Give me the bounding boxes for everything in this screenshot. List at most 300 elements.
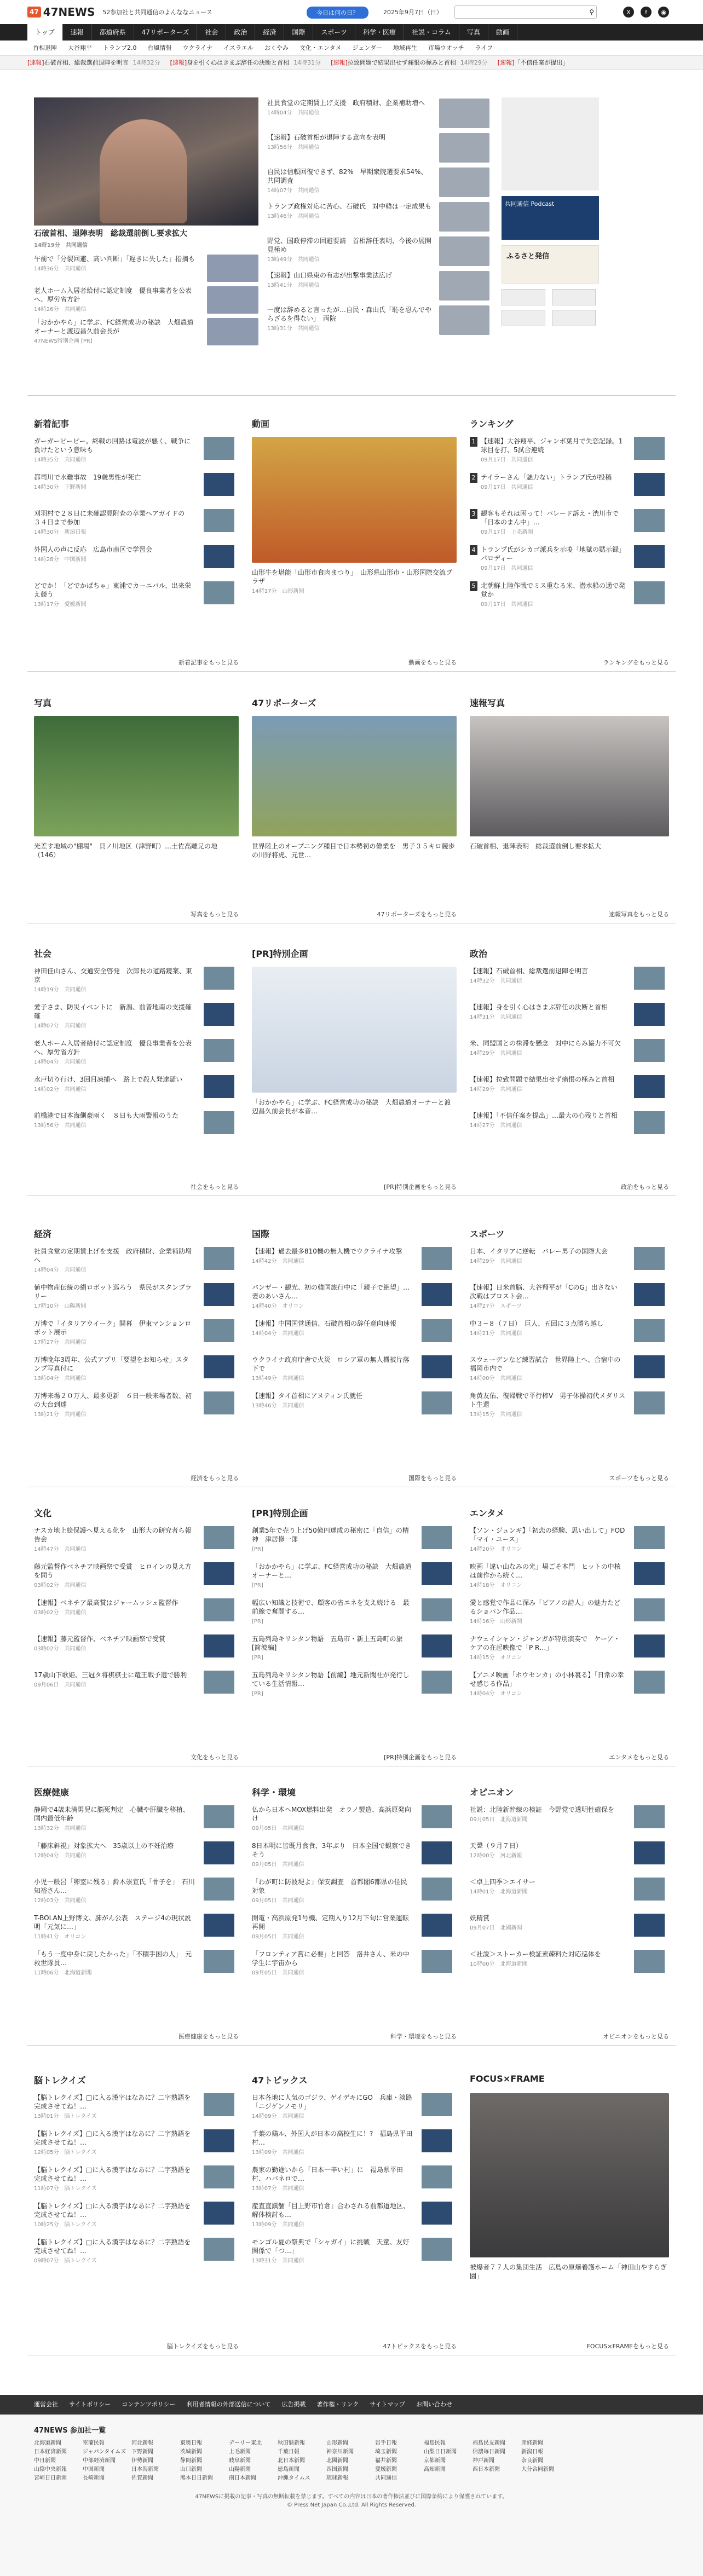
item-thumbnail[interactable] xyxy=(207,318,258,345)
subnav-item[interactable]: イスラエル xyxy=(223,44,254,51)
section-item[interactable] xyxy=(252,1247,413,1266)
partner-link[interactable]: 中日新聞 xyxy=(34,2458,56,2464)
item-thumbnail[interactable] xyxy=(634,967,665,990)
item-thumbnail[interactable] xyxy=(439,305,489,335)
footer-link[interactable]: サイトマップ xyxy=(370,2401,406,2408)
item-thumbnail[interactable] xyxy=(439,202,489,232)
section-item[interactable] xyxy=(34,1075,195,1094)
partner-link[interactable]: 佐賀新聞 xyxy=(131,2475,153,2481)
section-item[interactable] xyxy=(34,1671,195,1690)
section-item[interactable] xyxy=(481,581,625,609)
item-thumbnail[interactable] xyxy=(422,2238,452,2261)
section-item[interactable] xyxy=(252,2165,413,2193)
section-more-link[interactable]: 科学・環境をもっと見る xyxy=(390,2033,457,2040)
podcast-banner[interactable]: 共同通信 Podcast xyxy=(502,196,599,240)
nav-item[interactable]: 国際 xyxy=(284,24,313,41)
item-thumbnail[interactable] xyxy=(422,1355,452,1378)
nav-item[interactable]: 経済 xyxy=(255,24,284,41)
item-thumbnail[interactable] xyxy=(204,1003,234,1026)
section-title-nou[interactable]: 脳トレクイズ xyxy=(34,2075,86,2086)
section-item[interactable] xyxy=(470,1283,625,1311)
subnav-item[interactable]: ライフ xyxy=(475,44,493,51)
section-item[interactable] xyxy=(470,1671,625,1699)
partner-link[interactable]: 河北新報 xyxy=(131,2440,153,2446)
item-thumbnail[interactable] xyxy=(204,1634,234,1657)
section-item[interactable] xyxy=(252,1671,413,1699)
section-item[interactable] xyxy=(481,473,625,492)
section-title-opinion[interactable]: オピニオン xyxy=(470,1787,514,1798)
item-thumbnail[interactable] xyxy=(634,1671,665,1694)
section-feature-image[interactable] xyxy=(252,967,457,1093)
item-thumbnail[interactable] xyxy=(422,1671,452,1694)
section-item[interactable] xyxy=(252,2238,413,2266)
item-thumbnail[interactable] xyxy=(634,1526,665,1549)
nav-item[interactable]: トップ xyxy=(27,24,63,41)
section-title-focus[interactable]: FOCUS×FRAME xyxy=(470,2073,545,2084)
section-title-kokusai[interactable]: 国際 xyxy=(252,1229,270,1239)
item-thumbnail[interactable] xyxy=(204,2202,234,2225)
section-item[interactable] xyxy=(34,2129,195,2157)
section-feature-image[interactable] xyxy=(252,716,457,836)
section-item[interactable] xyxy=(470,1841,625,1861)
item-thumbnail[interactable] xyxy=(204,1841,234,1864)
item-thumbnail[interactable] xyxy=(204,1950,234,1973)
partner-link[interactable]: 共同通信 xyxy=(375,2475,397,2481)
item-thumbnail[interactable] xyxy=(634,1562,665,1585)
footer-link[interactable]: 運営会社 xyxy=(34,2401,58,2408)
section-item[interactable] xyxy=(34,1111,195,1130)
ticker-item[interactable] xyxy=(27,56,160,70)
section-title-kagaku[interactable]: 科学・環境 xyxy=(252,1787,296,1798)
section-more-link[interactable]: 医療健康をもっと見る xyxy=(178,2033,239,2040)
section-more-link[interactable]: 脳トレクイズをもっと見る xyxy=(166,2343,239,2350)
nav-item[interactable]: 47リポーターズ xyxy=(134,24,198,41)
partner-link[interactable]: 福島民報 xyxy=(424,2440,446,2446)
partner-link[interactable]: 山陰中央新報 xyxy=(34,2467,67,2473)
item-thumbnail[interactable] xyxy=(634,1111,665,1134)
section-item[interactable] xyxy=(34,1878,195,1905)
item-thumbnail[interactable] xyxy=(204,1562,234,1585)
section-item[interactable] xyxy=(252,568,457,596)
item-thumbnail[interactable] xyxy=(634,509,665,532)
section-item[interactable] xyxy=(34,1319,195,1347)
item-thumbnail[interactable] xyxy=(439,133,489,163)
section-item[interactable] xyxy=(34,2202,195,2230)
item-thumbnail[interactable] xyxy=(634,1319,665,1342)
item-thumbnail[interactable] xyxy=(204,1319,234,1342)
section-title-seiji[interactable]: 政治 xyxy=(470,949,488,959)
item-thumbnail[interactable] xyxy=(422,1526,452,1549)
section-title-topics[interactable]: 47トピックス xyxy=(252,2075,308,2086)
section-item[interactable] xyxy=(470,842,669,852)
nav-item[interactable]: 社説・コラム xyxy=(404,24,459,41)
item-thumbnail[interactable] xyxy=(204,1914,234,1937)
item-thumbnail[interactable] xyxy=(204,1075,234,1098)
x-icon[interactable]: X xyxy=(623,7,634,18)
section-item[interactable] xyxy=(252,1598,413,1626)
section-title-pr2[interactable]: [PR]特別企画 xyxy=(252,1508,308,1518)
section-item[interactable] xyxy=(470,1355,625,1383)
section-more-link[interactable]: 動画をもっと見る xyxy=(408,659,457,666)
section-item[interactable] xyxy=(34,1355,195,1383)
item-thumbnail[interactable] xyxy=(634,1878,665,1901)
section-item[interactable] xyxy=(34,1039,195,1067)
section-more-link[interactable]: 47リポーターズをもっと見る xyxy=(377,911,457,918)
section-item[interactable] xyxy=(470,1391,625,1419)
item-thumbnail[interactable] xyxy=(422,1878,452,1901)
item-thumbnail[interactable] xyxy=(634,1075,665,1098)
item-thumbnail[interactable] xyxy=(204,1283,234,1306)
item-thumbnail[interactable] xyxy=(439,271,489,301)
partner-link[interactable]: 北國新聞 xyxy=(326,2458,348,2464)
partner-link[interactable]: 下野新聞 xyxy=(131,2449,153,2455)
item-thumbnail[interactable] xyxy=(422,1283,452,1306)
item-thumbnail[interactable] xyxy=(204,1247,234,1270)
item-thumbnail[interactable] xyxy=(422,1562,452,1585)
partner-link[interactable]: 室蘭民報 xyxy=(83,2440,105,2446)
section-item[interactable] xyxy=(470,1247,625,1266)
section-item[interactable] xyxy=(481,545,625,573)
partner-link[interactable]: 中国新聞 xyxy=(83,2467,105,2473)
today-button[interactable]: 今日は何の日？ xyxy=(307,7,368,19)
footer-link[interactable]: 著作権・リンク xyxy=(316,2401,359,2408)
section-title-entame[interactable]: エンタメ xyxy=(470,1508,505,1518)
partner-link[interactable]: 山梨日日新聞 xyxy=(424,2449,457,2455)
item-thumbnail[interactable] xyxy=(634,545,665,568)
section-more-link[interactable]: [PR]特別企画をもっと見る xyxy=(384,1183,457,1191)
item-thumbnail[interactable] xyxy=(634,1598,665,1621)
section-item[interactable] xyxy=(481,509,625,537)
section-item[interactable] xyxy=(470,1075,625,1094)
partner-link[interactable]: 岩手日報 xyxy=(375,2440,397,2446)
partner-banner[interactable] xyxy=(552,310,596,326)
partner-link[interactable]: 北海道新聞 xyxy=(34,2440,61,2446)
section-item[interactable] xyxy=(470,1526,625,1554)
top-news-item[interactable] xyxy=(267,271,431,290)
section-item[interactable] xyxy=(470,1878,625,1897)
top-news-item[interactable] xyxy=(267,305,431,333)
section-more-link[interactable]: 文化をもっと見る xyxy=(191,1754,239,1761)
item-thumbnail[interactable] xyxy=(204,2129,234,2152)
section-item[interactable] xyxy=(252,1526,413,1554)
partner-link[interactable]: 千葉日報 xyxy=(278,2449,299,2455)
section-title-douga[interactable]: 動画 xyxy=(252,419,270,429)
section-item[interactable] xyxy=(470,1634,625,1662)
section-item[interactable] xyxy=(470,1914,625,1933)
section-item[interactable] xyxy=(34,1634,195,1654)
section-item[interactable] xyxy=(34,842,239,861)
item-thumbnail[interactable] xyxy=(204,1111,234,1134)
item-thumbnail[interactable] xyxy=(634,1841,665,1864)
item-thumbnail[interactable] xyxy=(422,1247,452,1270)
section-feature-image[interactable] xyxy=(470,716,669,836)
section-item[interactable] xyxy=(470,1598,625,1626)
section-item[interactable] xyxy=(252,2202,413,2230)
search-input[interactable] xyxy=(454,5,597,19)
partner-link[interactable]: 福井新聞 xyxy=(375,2458,397,2464)
section-item[interactable] xyxy=(34,2165,195,2193)
ticker-item[interactable] xyxy=(498,56,573,70)
partner-link[interactable]: 伊勢新聞 xyxy=(131,2458,153,2464)
item-thumbnail[interactable] xyxy=(634,1914,665,1937)
footer-link[interactable]: コンテンツポリシー xyxy=(122,2401,176,2408)
hero-image[interactable] xyxy=(34,97,258,226)
partner-link[interactable]: 秋田魁新報 xyxy=(278,2440,305,2446)
globe-icon[interactable]: ◉ xyxy=(658,7,669,18)
section-more-link[interactable]: 写真をもっと見る xyxy=(191,911,239,918)
item-thumbnail[interactable] xyxy=(634,473,665,496)
section-title-sports[interactable]: スポーツ xyxy=(470,1229,505,1239)
partner-link[interactable]: 四国新聞 xyxy=(326,2467,348,2473)
section-feature-image[interactable] xyxy=(252,437,457,563)
section-item[interactable] xyxy=(252,2093,413,2121)
section-item[interactable] xyxy=(34,1247,195,1275)
facebook-icon[interactable]: f xyxy=(641,7,652,18)
partner-link[interactable]: 熊本日日新聞 xyxy=(180,2475,213,2481)
section-item[interactable] xyxy=(481,437,625,465)
section-item[interactable] xyxy=(34,1841,195,1861)
section-item[interactable] xyxy=(34,2093,195,2121)
nav-item[interactable]: 都道府県 xyxy=(92,24,134,41)
nav-item[interactable]: 科学・医療 xyxy=(355,24,404,41)
top-news-item[interactable] xyxy=(267,99,431,118)
partner-link[interactable]: 宮崎日日新聞 xyxy=(34,2475,67,2481)
item-thumbnail[interactable] xyxy=(422,1634,452,1657)
ticker-item[interactable] xyxy=(170,56,321,70)
section-item[interactable] xyxy=(34,2238,195,2266)
item-thumbnail[interactable] xyxy=(204,967,234,990)
partner-link[interactable]: 神戸新聞 xyxy=(472,2458,494,2464)
section-more-link[interactable]: エンタメをもっと見る xyxy=(609,1754,669,1761)
section-item[interactable] xyxy=(252,1319,413,1338)
section-item[interactable] xyxy=(34,1391,195,1419)
partner-link[interactable]: 琉球新報 xyxy=(326,2475,348,2481)
section-more-link[interactable]: [PR]特別企画をもっと見る xyxy=(384,1754,457,1761)
top-news-item[interactable] xyxy=(267,133,431,152)
footer-link[interactable]: サイトポリシー xyxy=(69,2401,111,2408)
partner-link[interactable]: 西日本新聞 xyxy=(472,2467,500,2473)
section-item[interactable] xyxy=(34,1914,195,1942)
item-thumbnail[interactable] xyxy=(204,1355,234,1378)
subnav-item[interactable]: トランプ2.0 xyxy=(103,44,137,51)
section-more-link[interactable]: ランキングをもっと見る xyxy=(603,659,669,666)
section-item[interactable] xyxy=(252,1634,413,1662)
subnav-item[interactable]: 首相退陣 xyxy=(33,44,57,51)
section-more-link[interactable]: 国際をもっと見る xyxy=(408,1475,457,1482)
item-thumbnail[interactable] xyxy=(422,1598,452,1621)
partner-link[interactable]: ジャパンタイムズ xyxy=(83,2449,126,2455)
section-more-link[interactable]: 社会をもっと見る xyxy=(191,1183,239,1191)
partner-banner[interactable] xyxy=(502,310,545,326)
section-item[interactable] xyxy=(252,1098,457,1117)
section-title-shinchaku[interactable]: 新着記事 xyxy=(34,419,70,429)
nav-item[interactable]: スポーツ xyxy=(313,24,355,41)
nav-item[interactable]: 政治 xyxy=(226,24,255,41)
item-thumbnail[interactable] xyxy=(422,2129,452,2152)
section-item[interactable] xyxy=(470,1003,625,1022)
item-thumbnail[interactable] xyxy=(204,1526,234,1549)
section-item[interactable] xyxy=(34,1283,195,1311)
section-feature-image[interactable] xyxy=(470,2093,669,2257)
item-thumbnail[interactable] xyxy=(422,1841,452,1864)
partner-banner[interactable] xyxy=(552,289,596,305)
item-thumbnail[interactable] xyxy=(422,2202,452,2225)
section-item[interactable] xyxy=(34,437,195,465)
section-item[interactable] xyxy=(252,1950,413,1978)
top-news-item[interactable] xyxy=(34,286,198,314)
nav-item[interactable]: 速報 xyxy=(63,24,92,41)
item-thumbnail[interactable] xyxy=(634,1283,665,1306)
item-thumbnail[interactable] xyxy=(422,1914,452,1937)
section-item[interactable] xyxy=(252,1914,413,1942)
section-more-link[interactable]: スポーツをもっと見る xyxy=(609,1475,669,1482)
partner-banner[interactable] xyxy=(502,289,545,305)
item-thumbnail[interactable] xyxy=(634,1391,665,1414)
item-thumbnail[interactable] xyxy=(634,1950,665,1973)
partner-link[interactable]: 日本海新聞 xyxy=(131,2467,159,2473)
partner-link[interactable]: 南日本新聞 xyxy=(229,2475,256,2481)
partner-link[interactable]: 山陽新聞 xyxy=(229,2467,251,2473)
section-item[interactable] xyxy=(470,1039,625,1058)
subnav-item[interactable]: 地域再生 xyxy=(393,44,417,51)
partner-link[interactable]: 埼玉新聞 xyxy=(375,2449,397,2455)
section-title-bunka[interactable]: 文化 xyxy=(34,1508,52,1518)
partner-link[interactable]: 愛媛新聞 xyxy=(375,2467,397,2473)
partner-link[interactable]: 日本経済新聞 xyxy=(34,2449,67,2455)
top-news-item[interactable] xyxy=(34,318,198,346)
subnav-item[interactable]: 市場ウオッチ xyxy=(428,44,464,51)
section-title-ranking[interactable]: ランキング xyxy=(470,419,514,429)
sidebar-ad-top[interactable] xyxy=(502,97,599,190)
partner-link[interactable]: 奈良新聞 xyxy=(521,2458,543,2464)
search-icon[interactable]: ⚲ xyxy=(589,8,594,16)
section-item[interactable] xyxy=(252,1878,413,1905)
section-item[interactable] xyxy=(34,1598,195,1618)
item-thumbnail[interactable] xyxy=(634,1247,665,1270)
partner-link[interactable]: 大分合同新聞 xyxy=(521,2467,554,2473)
partner-link[interactable]: 新潟日報 xyxy=(521,2449,543,2455)
section-item[interactable] xyxy=(470,967,625,986)
section-item[interactable] xyxy=(470,2263,669,2282)
section-feature-image[interactable] xyxy=(34,716,239,836)
item-thumbnail[interactable] xyxy=(634,1355,665,1378)
item-thumbnail[interactable] xyxy=(422,2165,452,2188)
subnav-item[interactable]: ジェンダー xyxy=(352,44,382,51)
ticker-item[interactable] xyxy=(331,56,488,70)
footer-link[interactable]: お問い合わせ xyxy=(416,2401,453,2408)
partner-link[interactable]: 京都新聞 xyxy=(424,2458,446,2464)
section-item[interactable] xyxy=(34,509,195,537)
section-more-link[interactable]: 経済をもっと見る xyxy=(191,1475,239,1482)
partner-link[interactable]: 中部経済新聞 xyxy=(83,2458,116,2464)
partner-link[interactable]: 信濃毎日新聞 xyxy=(472,2449,505,2455)
item-thumbnail[interactable] xyxy=(204,1391,234,1414)
item-thumbnail[interactable] xyxy=(634,437,665,460)
section-title-shakai[interactable]: 社会 xyxy=(34,949,52,959)
subnav-item[interactable]: 文化・エンタメ xyxy=(299,44,342,51)
item-thumbnail[interactable] xyxy=(207,255,258,282)
partner-link[interactable]: 神奈川新聞 xyxy=(326,2449,354,2455)
section-item[interactable] xyxy=(34,545,195,564)
nav-item[interactable]: 社会 xyxy=(197,24,226,41)
section-more-link[interactable]: オピニオンをもっと見る xyxy=(603,2033,669,2040)
section-more-link[interactable]: 速報写真をもっと見る xyxy=(609,911,669,918)
item-thumbnail[interactable] xyxy=(204,545,234,568)
section-item[interactable] xyxy=(34,1562,195,1590)
item-thumbnail[interactable] xyxy=(439,99,489,128)
section-title-reporters[interactable]: 47リポーターズ xyxy=(252,698,316,708)
subnav-item[interactable]: ウクライナ xyxy=(182,44,213,51)
section-item[interactable] xyxy=(252,1355,413,1383)
section-title-keizai[interactable]: 経済 xyxy=(34,1229,52,1239)
partner-link[interactable]: 徳島新聞 xyxy=(278,2467,299,2473)
item-thumbnail[interactable] xyxy=(207,286,258,314)
partner-link[interactable]: デーリー東北 xyxy=(229,2440,262,2446)
item-thumbnail[interactable] xyxy=(422,1319,452,1342)
section-item[interactable] xyxy=(470,1562,625,1590)
partner-link[interactable]: 静岡新聞 xyxy=(180,2458,202,2464)
partner-link[interactable]: 沖縄タイムス xyxy=(278,2475,310,2481)
section-more-link[interactable]: 新着記事をもっと見る xyxy=(178,659,239,666)
item-thumbnail[interactable] xyxy=(634,1039,665,1062)
subnav-item[interactable]: 大谷翔平 xyxy=(68,44,92,51)
section-item[interactable] xyxy=(34,473,195,492)
section-item[interactable] xyxy=(34,581,195,609)
section-item[interactable] xyxy=(470,1805,625,1824)
hero-headline[interactable]: 石破首相、退陣表明 総裁選前倒し要求拡大 14時19分 共同通信 xyxy=(34,229,187,249)
item-thumbnail[interactable] xyxy=(634,1805,665,1828)
section-item[interactable] xyxy=(252,1805,413,1833)
section-title-shashin[interactable]: 写真 xyxy=(34,698,52,708)
item-thumbnail[interactable] xyxy=(204,509,234,532)
footer-link[interactable]: 広告掲載 xyxy=(281,2401,306,2408)
top-news-item[interactable] xyxy=(267,236,431,264)
section-item[interactable] xyxy=(252,1562,413,1590)
furusato-banner[interactable]: ふるさと発信 xyxy=(502,245,599,284)
item-thumbnail[interactable] xyxy=(422,1950,452,1973)
section-title-iryo[interactable]: 医療健康 xyxy=(34,1787,70,1798)
partner-link[interactable]: 山口新聞 xyxy=(180,2467,202,2473)
nav-item[interactable]: 動画 xyxy=(488,24,517,41)
nav-item[interactable]: 写真 xyxy=(459,24,488,41)
partner-link[interactable]: 北日本新聞 xyxy=(278,2458,305,2464)
section-more-link[interactable]: FOCUS×FRAMEをもっと見る xyxy=(586,2343,669,2350)
partner-link[interactable]: 茨城新聞 xyxy=(180,2449,202,2455)
partner-link[interactable]: 東奥日報 xyxy=(180,2440,202,2446)
partner-link[interactable]: 長崎新聞 xyxy=(83,2475,105,2481)
section-title-pr1[interactable]: [PR]特別企画 xyxy=(252,949,308,959)
item-thumbnail[interactable] xyxy=(204,1598,234,1621)
item-thumbnail[interactable] xyxy=(634,581,665,604)
footer-link[interactable]: 利用者情報の外部送信について xyxy=(186,2401,271,2408)
partner-link[interactable]: 上毛新聞 xyxy=(229,2449,251,2455)
section-item[interactable] xyxy=(252,1841,413,1869)
section-more-link[interactable]: 47トピックスをもっと見る xyxy=(383,2343,457,2350)
section-item[interactable] xyxy=(252,1283,413,1311)
subnav-item[interactable]: おくやみ xyxy=(264,44,289,51)
item-thumbnail[interactable] xyxy=(204,1671,234,1694)
item-thumbnail[interactable] xyxy=(204,1805,234,1828)
section-item[interactable] xyxy=(252,1391,413,1411)
top-news-item[interactable] xyxy=(267,168,431,195)
section-item[interactable] xyxy=(470,1111,625,1130)
item-thumbnail[interactable] xyxy=(204,1039,234,1062)
partner-link[interactable]: 福島民友新聞 xyxy=(472,2440,505,2446)
item-thumbnail[interactable] xyxy=(634,1003,665,1026)
item-thumbnail[interactable] xyxy=(439,168,489,197)
subnav-item[interactable]: 台風情報 xyxy=(147,44,172,51)
item-thumbnail[interactable] xyxy=(422,2093,452,2116)
